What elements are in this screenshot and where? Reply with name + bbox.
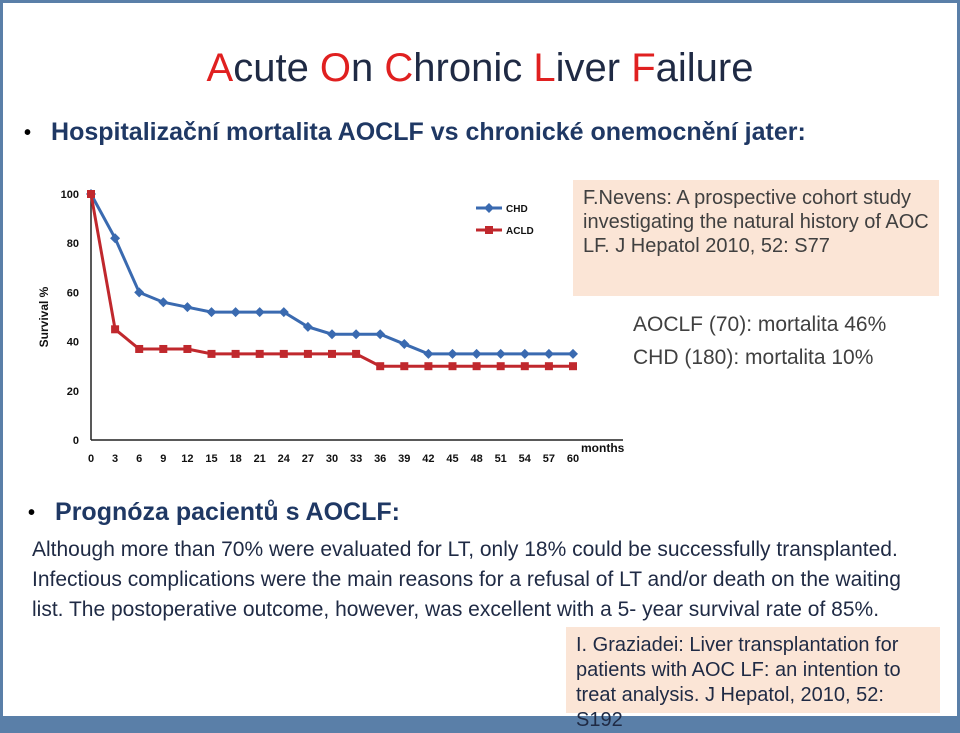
data-point-acld [497,362,505,370]
data-point-acld [424,362,432,370]
prognosis-paragraph: Although more than 70% were evaluated for LT, only 18% could be successfully transplanted. Infectious complications were the main reasons for a refusal of LT and/or death on the waiting list. The postoperative outcome, however, was excellent with a 5- year survival rate of 85%. [32,538,901,621]
x-tick-label: 42 [422,453,435,465]
survival-chart [36,185,626,470]
bullet-text: Prognóza pacientů s AOCLF: [55,498,400,526]
data-point-chd [423,349,433,359]
data-point-acld [111,325,119,333]
x-axis-label: months [581,441,625,455]
data-point-chd [207,307,217,317]
legend-marker-chd [484,203,494,213]
y-tick-label: 0 [72,435,79,447]
bullet-prognosis [28,498,400,527]
data-point-acld [376,362,384,370]
x-tick-label: 3 [112,453,119,465]
x-tick-label: 12 [181,453,194,465]
x-tick-label: 30 [325,453,339,465]
data-point-acld [569,362,577,370]
mortality-stats [633,308,886,374]
data-point-acld [232,350,240,358]
data-point-chd [255,307,265,317]
legend-marker-acld [485,226,493,234]
chart-svg [36,185,626,470]
data-point-acld [256,350,264,358]
data-point-acld [280,350,288,358]
bullet-dot: • [24,121,32,144]
data-point-chd [158,297,168,307]
title-text: n [351,46,385,90]
data-point-chd [472,349,482,359]
page-title [0,46,960,91]
data-point-acld [208,350,216,358]
data-point-chd [134,287,144,297]
x-tick-label: 51 [494,453,507,465]
bullet-text: Hospitalizační mortalita AOCLF vs chronické onemocnění jater: [51,118,806,146]
x-tick-label: 39 [398,453,411,465]
data-point-chd [520,349,530,359]
x-tick-label: 48 [470,453,483,465]
bullet-hospital-mortality [24,118,806,147]
title-text: cute [233,46,320,90]
x-tick-label: 9 [160,453,167,465]
data-point-chd [544,349,554,359]
y-axis-label: Survival % [37,286,51,348]
data-point-acld [159,345,167,353]
title-text: iver [555,46,632,90]
data-point-acld [304,350,312,358]
data-point-chd [375,329,385,339]
x-tick-label: 57 [542,453,556,465]
title-capital: A [206,46,234,90]
title-text: hronic [413,46,534,90]
reference-graziadei: I. Graziadei: Liver transplantation for patients with AOC LF: an intention to treat analysis. J Hepatol, 2010, 52: S192 [566,627,940,713]
data-point-acld [183,345,191,353]
x-tick-label: 24 [277,453,290,465]
data-point-chd [448,349,458,359]
x-tick-label: 54 [518,453,531,465]
title-capital: C [384,46,414,90]
x-tick-label: 0 [87,453,95,465]
bullet-dot: • [28,501,36,524]
data-point-acld [87,190,95,198]
title-capital: L [533,46,556,90]
y-tick-label: 80 [66,238,79,251]
x-tick-label: 27 [301,453,315,465]
data-point-chd [182,302,192,312]
data-point-acld [352,350,360,358]
data-point-chd [496,349,506,359]
legend-label-chd: CHD [506,204,528,215]
x-tick-label: 6 [136,453,143,465]
data-point-acld [400,362,408,370]
data-point-acld [545,362,553,370]
legend-label-acld: ACLD [506,226,534,237]
x-tick-label: 21 [253,453,266,465]
reference-nevens: F.Nevens: A prospective cohort study investigating the natural history of AOC LF. J Hepatol 2010, 52: S77 [573,180,939,296]
x-tick-label: 60 [566,453,580,465]
data-point-chd [568,349,578,359]
title-capital: O [319,46,352,90]
data-point-chd [327,329,337,339]
data-point-acld [328,350,336,358]
title-text: ailure [655,46,754,90]
x-tick-label: 45 [446,453,459,465]
series-line-acld [91,194,573,366]
x-tick-label: 33 [349,453,363,465]
mortality-aoclf: AOCLF (70): mortalita 46% [633,313,887,336]
y-tick-label: 100 [60,189,79,201]
y-tick-label: 60 [66,287,79,300]
data-point-acld [135,345,143,353]
data-point-chd [351,329,361,339]
data-point-chd [399,339,409,349]
x-tick-label: 18 [229,453,242,465]
x-tick-label: 15 [205,453,218,465]
y-tick-label: 20 [66,385,79,398]
x-tick-label: 36 [374,453,387,465]
mortality-chd: CHD (180): mortalita 10% [633,346,874,369]
data-point-acld [449,362,457,370]
title-capital: F [631,46,656,90]
y-tick-label: 40 [66,336,79,349]
data-point-acld [473,362,481,370]
data-point-chd [231,307,241,317]
data-point-acld [521,362,529,370]
